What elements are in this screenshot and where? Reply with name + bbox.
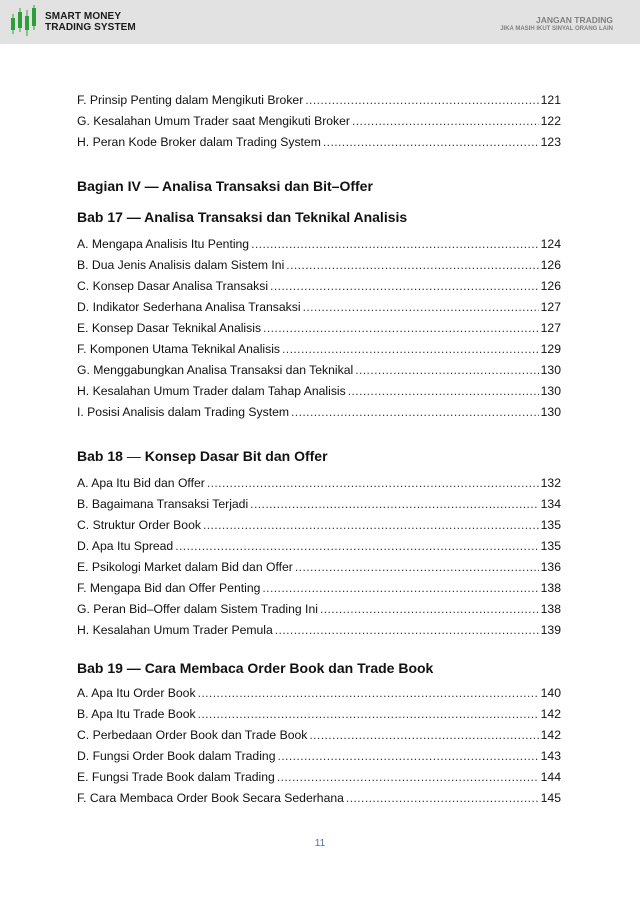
toc-entry-page: 121 bbox=[540, 93, 561, 107]
toc-entry[interactable] bbox=[77, 721, 561, 742]
toc-entry-label: B. Apa Itu Trade Book bbox=[77, 707, 196, 721]
toc-entry-label: F. Komponen Utama Teknikal Analisis bbox=[77, 342, 281, 356]
dot-leader bbox=[305, 93, 538, 107]
toc-entry-page: 145 bbox=[540, 791, 561, 805]
toc-entry[interactable] bbox=[77, 763, 561, 784]
toc-entry[interactable] bbox=[77, 784, 561, 805]
toc-entry-label: F. Cara Membaca Order Book Secara Sederhana bbox=[77, 791, 344, 805]
toc-entry-page: 135 bbox=[540, 539, 561, 553]
toc-entry[interactable] bbox=[77, 553, 561, 574]
toc-entry[interactable] bbox=[77, 377, 561, 398]
chapter-19-title: Bab 19 — Cara Membaca Order Book dan Trade Book bbox=[77, 660, 434, 676]
dot-leader bbox=[303, 300, 539, 314]
toc-entry[interactable] bbox=[77, 742, 561, 763]
toc-entry-label: D. Fungsi Order Book dalam Trading bbox=[77, 749, 276, 763]
dot-leader bbox=[198, 686, 539, 700]
toc-entry-label: F. Mengapa Bid dan Offer Penting bbox=[77, 581, 261, 595]
toc-entry-page: 129 bbox=[540, 342, 561, 356]
toc-entry[interactable] bbox=[77, 490, 561, 511]
dot-leader bbox=[263, 321, 539, 335]
chapter-18-rest: Konsep Dasar Bit dan Offer bbox=[144, 448, 328, 464]
toc-entry-label: H. Kesalahan Umum Trader dalam Tahap Analisis bbox=[77, 384, 346, 398]
page-number: 11 bbox=[314, 838, 326, 849]
dot-leader bbox=[355, 363, 538, 377]
toc-entry[interactable] bbox=[77, 595, 561, 616]
toc-entry[interactable] bbox=[77, 511, 561, 532]
toc-entry-page: 144 bbox=[540, 770, 561, 784]
brand-name bbox=[45, 11, 136, 33]
toc-entry-page: 138 bbox=[540, 602, 561, 616]
dot-leader bbox=[203, 518, 539, 532]
toc-entry[interactable] bbox=[77, 128, 561, 149]
toc-entry[interactable] bbox=[77, 272, 561, 293]
toc-entry-label: E. Psikologi Market dalam Bid dan Offer bbox=[77, 560, 293, 574]
toc-entry-label: I. Posisi Analisis dalam Trading System bbox=[77, 405, 290, 419]
toc-entry-label: B. Bagaimana Transaksi Terjadi bbox=[77, 497, 249, 511]
toc-entry[interactable] bbox=[77, 251, 561, 272]
toc-entry[interactable] bbox=[77, 335, 561, 356]
toc-entry-page: 126 bbox=[540, 279, 561, 293]
toc-entry-page: 130 bbox=[540, 384, 561, 398]
toc-entry-label: G. Kesalahan Umum Trader saat Mengikuti Broker bbox=[77, 114, 350, 128]
dot-leader bbox=[295, 560, 539, 574]
dot-leader bbox=[250, 497, 538, 511]
toc-entry[interactable] bbox=[77, 107, 561, 128]
toc-entry-page: 130 bbox=[540, 405, 561, 419]
toc-entry-page: 126 bbox=[540, 258, 561, 272]
toc-entry-label: F. Prinsip Penting dalam Mengikuti Broker bbox=[77, 93, 304, 107]
tagline-line-1: JANGAN TRADING bbox=[536, 15, 613, 25]
toc-entry-label: C. Struktur Order Book bbox=[77, 518, 201, 532]
toc-entry[interactable] bbox=[77, 616, 561, 637]
toc-entry-label: B. Dua Jenis Analisis dalam Sistem Ini bbox=[77, 258, 285, 272]
toc-entry[interactable] bbox=[77, 532, 561, 553]
dot-leader bbox=[277, 770, 539, 784]
toc-entry[interactable] bbox=[77, 86, 561, 107]
toc-list-top bbox=[77, 86, 561, 149]
toc-entry-page: 134 bbox=[540, 497, 561, 511]
dot-leader bbox=[320, 602, 539, 616]
toc-entry-label: A. Apa Itu Order Book bbox=[77, 686, 196, 700]
dot-leader bbox=[275, 623, 539, 637]
dot-leader bbox=[251, 237, 539, 251]
tagline-line-2: JIKA MASIH IKUT SINYAL ORANG LAIN bbox=[500, 26, 613, 32]
toc-entry-label: E. Fungsi Trade Book dalam Trading bbox=[77, 770, 275, 784]
part-title: Bagian IV — Analisa Transaksi dan Bit–Offer bbox=[77, 178, 373, 194]
header-tagline bbox=[500, 15, 613, 33]
toc-entry-page: 138 bbox=[540, 581, 561, 595]
toc-entry[interactable] bbox=[77, 398, 561, 419]
page-header bbox=[0, 0, 640, 44]
toc-entry-label: C. Perbedaan Order Book dan Trade Book bbox=[77, 728, 308, 742]
toc-entry-page: 140 bbox=[540, 686, 561, 700]
toc-entry[interactable] bbox=[77, 356, 561, 377]
toc-entry-label: E. Konsep Dasar Teknikal Analisis bbox=[77, 321, 262, 335]
toc-entry-page: 142 bbox=[540, 728, 561, 742]
toc-entry-page: 123 bbox=[540, 135, 561, 149]
toc-entry[interactable] bbox=[77, 679, 561, 700]
toc-entry-page: 127 bbox=[540, 321, 561, 335]
toc-entry[interactable] bbox=[77, 700, 561, 721]
toc-entry-label: A. Mengapa Analisis Itu Penting bbox=[77, 237, 250, 251]
dot-leader bbox=[282, 342, 539, 356]
toc-entry[interactable] bbox=[77, 469, 561, 490]
toc-entry-page: 136 bbox=[540, 560, 561, 574]
toc-entry-label: H. Kesalahan Umum Trader Pemula bbox=[77, 623, 273, 637]
toc-entry-label: H. Peran Kode Broker dalam Trading System bbox=[77, 135, 321, 149]
chapter-17-entries bbox=[77, 230, 561, 419]
candlestick-logo-icon bbox=[8, 4, 42, 40]
toc-entry-label: G. Peran Bid–Offer dalam Sistem Trading Ini bbox=[77, 602, 318, 616]
toc-entry-page: 130 bbox=[540, 363, 561, 377]
chapter-17-title: Bab 17 — Analisa Transaksi dan Teknikal Analisis bbox=[77, 209, 408, 225]
chapter-18-title bbox=[77, 447, 561, 465]
chapter-18-entries bbox=[77, 469, 561, 637]
dot-leader bbox=[323, 135, 539, 149]
dot-leader bbox=[207, 476, 539, 490]
dot-leader bbox=[352, 114, 539, 128]
dot-leader bbox=[348, 384, 539, 398]
chapter-18-prefix: Bab 18 bbox=[77, 448, 123, 464]
toc-entry[interactable] bbox=[77, 230, 561, 251]
toc-entry-label: C. Konsep Dasar Analisa Transaksi bbox=[77, 279, 269, 293]
chapter-18-dash: — bbox=[122, 448, 145, 464]
toc-entry[interactable] bbox=[77, 314, 561, 335]
dot-leader bbox=[309, 728, 538, 742]
toc-entry-page: 139 bbox=[540, 623, 561, 637]
dot-leader bbox=[291, 405, 539, 419]
brand-line-1: SMART MONEY bbox=[45, 11, 122, 22]
table-of-contents bbox=[77, 86, 561, 805]
toc-entry-page: 124 bbox=[540, 237, 561, 251]
toc-entry-label: D. Apa Itu Spread bbox=[77, 539, 174, 553]
toc-entry-page: 132 bbox=[540, 476, 561, 490]
toc-entry-page: 142 bbox=[540, 707, 561, 721]
toc-entry-page: 122 bbox=[540, 114, 561, 128]
toc-entry[interactable] bbox=[77, 574, 561, 595]
toc-entry-page: 135 bbox=[540, 518, 561, 532]
dot-leader bbox=[346, 791, 539, 805]
toc-entry-label: D. Indikator Sederhana Analisa Transaksi bbox=[77, 300, 301, 314]
toc-entry-label: A. Apa Itu Bid dan Offer bbox=[77, 476, 205, 490]
toc-entry-page: 127 bbox=[540, 300, 561, 314]
brand-line-2: TRADING SYSTEM bbox=[45, 22, 136, 33]
dot-leader bbox=[270, 279, 539, 293]
dot-leader bbox=[277, 749, 538, 763]
dot-leader bbox=[286, 258, 538, 272]
chapter-19-entries bbox=[77, 679, 561, 805]
toc-entry[interactable] bbox=[77, 293, 561, 314]
toc-entry-label: G. Menggabungkan Analisa Transaksi dan Teknikal bbox=[77, 363, 354, 377]
dot-leader bbox=[198, 707, 539, 721]
toc-entry-page: 143 bbox=[540, 749, 561, 763]
dot-leader bbox=[175, 539, 538, 553]
dot-leader bbox=[262, 581, 538, 595]
